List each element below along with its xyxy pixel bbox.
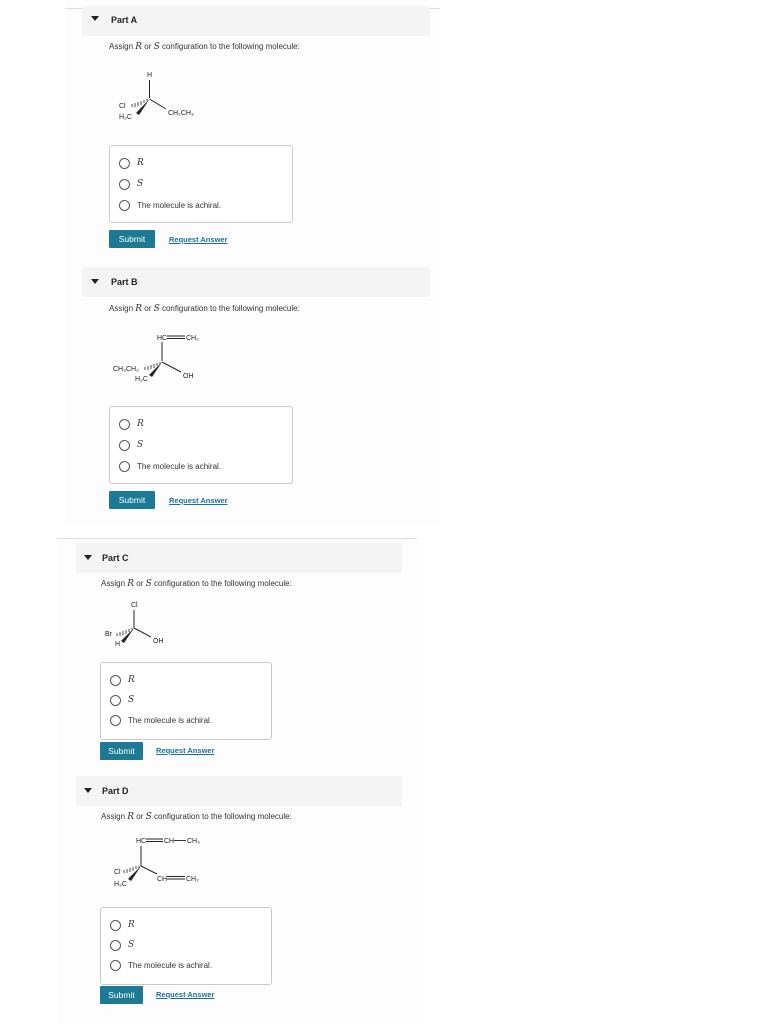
choice-label: R bbox=[128, 675, 135, 685]
atom-label-right: CH₂CH₃ bbox=[168, 110, 194, 117]
part-title: Part D bbox=[102, 786, 129, 796]
molecule-structure bbox=[100, 596, 200, 654]
radio-button[interactable] bbox=[110, 695, 121, 706]
hashed-bond bbox=[145, 362, 160, 370]
choice-achiral[interactable] bbox=[119, 459, 221, 473]
radio-button[interactable] bbox=[110, 920, 121, 931]
prompt-s: S bbox=[153, 304, 160, 314]
atom-label-left-wedge: H₃C bbox=[135, 376, 148, 383]
radio-button[interactable] bbox=[110, 960, 121, 971]
prompt-text: Assign bbox=[109, 42, 136, 51]
atom-label-left-hash: CH₃CH₂ bbox=[113, 366, 139, 373]
atom-label-left-hash: Cl bbox=[114, 869, 121, 876]
prompt-text: or bbox=[142, 42, 154, 51]
choice-label: S bbox=[128, 695, 135, 705]
radio-button[interactable] bbox=[110, 675, 121, 686]
choice-achiral[interactable] bbox=[110, 958, 212, 972]
atom-label-right-b: CH₂ bbox=[186, 876, 199, 883]
atom-label-top-c: CH₃ bbox=[187, 838, 200, 845]
atom-label-left-hash: Br bbox=[105, 631, 112, 638]
collapse-caret-icon[interactable] bbox=[84, 788, 92, 793]
choice-label: The molecule is achiral. bbox=[128, 960, 213, 970]
part-title: Part B bbox=[111, 277, 138, 287]
choice-r[interactable] bbox=[110, 673, 135, 687]
prompt-s: S bbox=[145, 812, 152, 822]
choice-label: S bbox=[128, 940, 135, 950]
radio-button[interactable] bbox=[119, 158, 130, 169]
atom-label-right-a: CH bbox=[157, 876, 168, 883]
choice-s[interactable] bbox=[119, 177, 143, 191]
hashed-bond bbox=[117, 628, 132, 636]
radio-button[interactable] bbox=[119, 200, 130, 211]
atom-label-left-hash: Cl bbox=[119, 103, 126, 110]
collapse-caret-icon[interactable] bbox=[91, 279, 99, 284]
prompt-text: configuration to the following molecule: bbox=[159, 304, 300, 313]
prompt-text: Assign bbox=[101, 812, 128, 821]
part-title: Part C bbox=[102, 553, 129, 563]
answer-choices bbox=[100, 662, 272, 740]
submit-button[interactable]: Submit bbox=[100, 986, 143, 1004]
choice-r[interactable] bbox=[119, 417, 144, 431]
choice-label: R bbox=[137, 158, 144, 168]
radio-button[interactable] bbox=[110, 715, 121, 726]
molecule-structure bbox=[110, 832, 220, 892]
request-answer-link[interactable]: Request Answer bbox=[156, 990, 215, 999]
prompt-text: Assign bbox=[109, 304, 136, 313]
prompt-text: or bbox=[142, 304, 154, 313]
answer-choices bbox=[109, 406, 293, 484]
atom-label-top-left: HC bbox=[157, 335, 168, 342]
radio-button[interactable] bbox=[110, 940, 121, 951]
prompt-r: R bbox=[127, 812, 135, 822]
collapse-caret-icon[interactable] bbox=[84, 555, 92, 560]
choice-label: S bbox=[137, 179, 144, 189]
choice-label: S bbox=[137, 440, 144, 450]
radio-button[interactable] bbox=[119, 179, 130, 190]
submit-button[interactable]: Submit bbox=[100, 742, 143, 760]
atom-label-left-wedge: H₃C bbox=[114, 881, 127, 888]
atom-label-right: OH bbox=[183, 373, 194, 380]
choice-s[interactable] bbox=[110, 938, 134, 952]
wedge-bond bbox=[136, 99, 150, 115]
atom-label-left-wedge: H₃C bbox=[119, 114, 132, 121]
wedge-bond bbox=[149, 362, 162, 377]
choice-r[interactable] bbox=[119, 156, 144, 170]
atom-label-right: OH bbox=[153, 638, 164, 645]
atom-label-top-b: CH bbox=[164, 838, 175, 845]
collapse-caret-icon[interactable] bbox=[91, 16, 99, 21]
choice-label: The molecule is achiral. bbox=[137, 200, 222, 210]
molecule-structure bbox=[110, 328, 220, 390]
prompt-r: R bbox=[127, 579, 135, 589]
answer-choices bbox=[109, 145, 293, 223]
question-prompt bbox=[109, 304, 300, 314]
choice-label: The molecule is achiral. bbox=[137, 461, 222, 471]
request-answer-link[interactable]: Request Answer bbox=[169, 496, 228, 505]
choice-achiral[interactable] bbox=[110, 713, 212, 727]
prompt-text: or bbox=[134, 579, 146, 588]
choice-s[interactable] bbox=[110, 693, 134, 707]
molecule-structure bbox=[110, 66, 220, 128]
atom-label-left-wedge: H bbox=[115, 641, 121, 648]
prompt-text: configuration to the following molecule: bbox=[151, 812, 292, 821]
radio-button[interactable] bbox=[119, 440, 130, 451]
atom-label-top-a: HC bbox=[136, 838, 147, 845]
radio-button[interactable] bbox=[119, 461, 130, 472]
request-answer-link[interactable]: Request Answer bbox=[156, 746, 215, 755]
prompt-text: configuration to the following molecule: bbox=[151, 579, 292, 588]
prompt-s: S bbox=[145, 579, 152, 589]
submit-button[interactable]: Submit bbox=[109, 230, 155, 248]
prompt-text: or bbox=[134, 812, 146, 821]
prompt-s: S bbox=[153, 42, 160, 52]
atom-label-top: Cl bbox=[131, 602, 138, 609]
atom-label-top: H bbox=[147, 72, 153, 79]
question-prompt bbox=[101, 579, 292, 589]
request-answer-link[interactable]: Request Answer bbox=[169, 235, 228, 244]
answer-choices bbox=[100, 907, 272, 985]
prompt-r: R bbox=[135, 304, 143, 314]
divider-bottom bbox=[57, 538, 417, 539]
choice-s[interactable] bbox=[119, 438, 143, 452]
prompt-text: Assign bbox=[101, 579, 128, 588]
choice-label: The molecule is achiral. bbox=[128, 715, 213, 725]
atom-label-top-right: CH₂ bbox=[186, 335, 199, 342]
choice-r[interactable] bbox=[110, 918, 135, 932]
question-prompt bbox=[101, 812, 292, 822]
wedge-bond bbox=[121, 628, 134, 643]
part-title: Part A bbox=[111, 15, 138, 25]
question-prompt bbox=[109, 42, 300, 52]
prompt-text: configuration to the following molecule: bbox=[159, 42, 300, 51]
choice-label: R bbox=[137, 419, 144, 429]
radio-button[interactable] bbox=[119, 419, 130, 430]
choice-achiral[interactable] bbox=[119, 198, 221, 212]
choice-label: R bbox=[128, 920, 135, 930]
prompt-r: R bbox=[135, 42, 143, 52]
submit-button[interactable]: Submit bbox=[109, 491, 155, 509]
